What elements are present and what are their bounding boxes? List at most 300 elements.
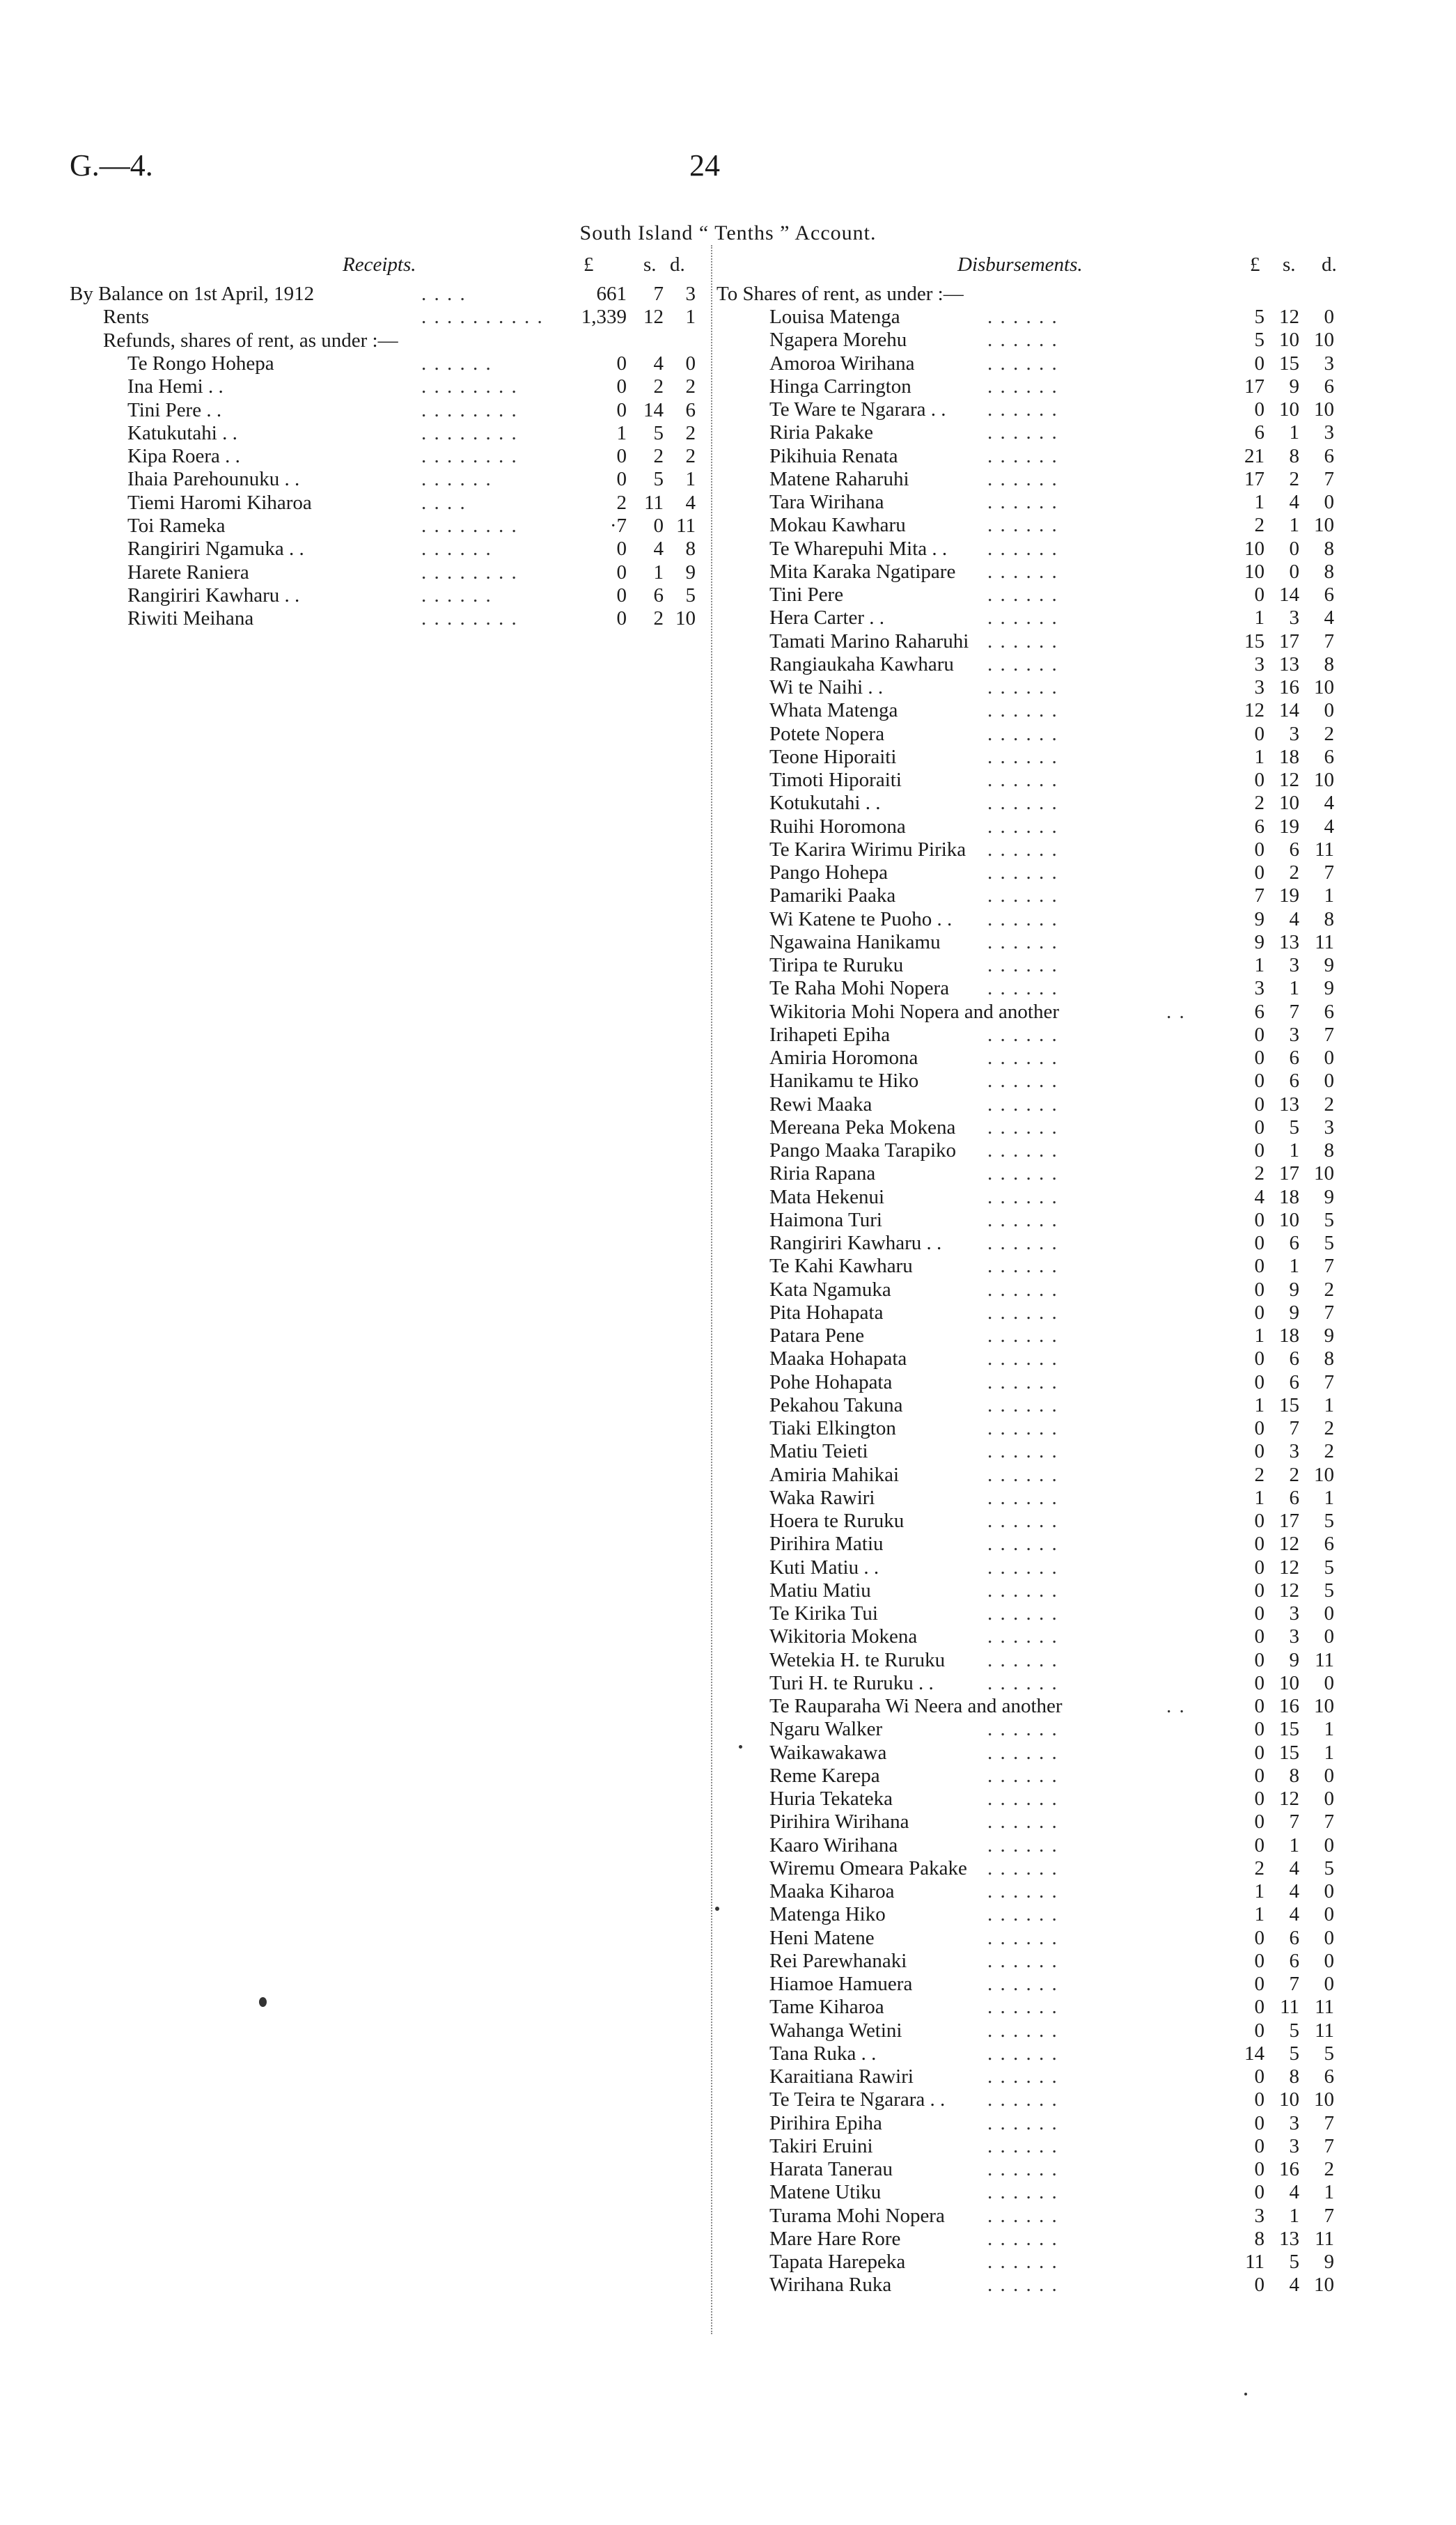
disbursement-label: Wirihana Ruka xyxy=(769,2274,892,2297)
disbursement-pence: 7 xyxy=(1324,2111,1334,2134)
receipt-label: Tini Pere . . xyxy=(127,398,222,421)
disbursement-label: Waka Rawiri xyxy=(769,1486,875,1509)
receipt-shillings: 2 xyxy=(653,445,664,468)
disbursement-leader-dots: . . . . . . xyxy=(987,1811,1058,1834)
receipt-pence: 8 xyxy=(685,538,696,561)
disbursement-pounds: 15 xyxy=(1244,630,1265,652)
disbursement-pounds: 0 xyxy=(1254,1510,1265,1532)
disbursement-pounds: 9 xyxy=(1254,930,1265,953)
disbursement-label: Potete Nopera xyxy=(769,722,885,745)
disbursement-shillings: 6 xyxy=(1289,1949,1299,1972)
disbursement-pounds: 0 xyxy=(1254,398,1265,421)
disbursement-leader-dots: . . . . . . xyxy=(987,1440,1058,1463)
disbursement-shillings: 3 xyxy=(1289,607,1299,630)
disbursement-pence: 5 xyxy=(1324,1856,1334,1879)
receipt-shillings: 0 xyxy=(653,515,664,537)
disbursement-leader-dots: . . . . . . xyxy=(987,699,1058,722)
disbursement-label: Matiu Teieti xyxy=(769,1440,868,1463)
disbursement-row xyxy=(0,584,1393,607)
ink-speck xyxy=(1244,2393,1247,2395)
receipt-pounds: 0 xyxy=(616,607,627,630)
disbursement-pounds: 0 xyxy=(1254,1579,1265,1602)
disbursement-row xyxy=(0,1440,1393,1463)
disbursement-leader-dots: . . . . . . xyxy=(987,1324,1058,1347)
disbursement-row xyxy=(0,1811,1393,1834)
disbursement-row xyxy=(0,329,1393,352)
disbursement-row xyxy=(0,1602,1393,1625)
disbursement-row xyxy=(0,884,1393,907)
disbursement-shillings: 2 xyxy=(1289,1463,1299,1486)
disbursement-row xyxy=(0,445,1393,468)
disbursement-pence: 8 xyxy=(1324,537,1334,560)
disbursement-pence: 0 xyxy=(1324,1903,1334,1926)
disbursement-label: Maaka Kiharoa xyxy=(769,1880,895,1902)
disbursement-shillings: 3 xyxy=(1289,2111,1299,2134)
disbursement-label: Te Raha Mohi Nopera xyxy=(769,977,950,1000)
disbursement-shillings: 1 xyxy=(1289,1255,1299,1278)
receipt-label: Ina Hemi . . xyxy=(127,375,224,398)
disbursement-row xyxy=(0,1625,1393,1648)
disbursement-pence: 2 xyxy=(1324,1278,1334,1301)
disbursement-leader-dots: . . . . . . xyxy=(987,884,1058,907)
receipt-pounds: 661 xyxy=(596,283,627,305)
disbursement-pence: 0 xyxy=(1324,1671,1334,1694)
disbursement-row xyxy=(0,1718,1393,1741)
disbursement-pence: 11 xyxy=(1315,1996,1334,2019)
disbursement-pence: 7 xyxy=(1324,2204,1334,2227)
disbursement-shillings: 10 xyxy=(1279,792,1299,815)
disbursement-pounds: 0 xyxy=(1254,1255,1265,1278)
disbursement-label: Mata Hekenui xyxy=(769,1185,885,1208)
disbursement-label: Amiria Horomona xyxy=(769,1047,918,1069)
disbursement-shillings: 7 xyxy=(1289,1417,1299,1439)
disbursement-row xyxy=(0,769,1393,792)
disbursement-row xyxy=(0,1834,1393,1857)
disbursement-pence: 6 xyxy=(1324,1000,1334,1023)
disbursement-leader-dots: . . . . . . xyxy=(987,1185,1058,1208)
disbursement-row xyxy=(0,468,1393,491)
disbursement-pence: 8 xyxy=(1324,907,1334,930)
disbursement-label: Pirihira Matiu xyxy=(769,1533,884,1556)
disbursement-shillings: 8 xyxy=(1289,444,1299,467)
disbursement-pounds: 0 xyxy=(1254,2158,1265,2180)
disbursement-row xyxy=(0,699,1393,722)
disbursement-row xyxy=(0,1487,1393,1510)
disbursement-label: Riria Pakake xyxy=(769,421,873,444)
disbursement-row xyxy=(0,2158,1393,2181)
disbursement-pence: 2 xyxy=(1324,1417,1334,1439)
disbursement-leader-dots: . . . . . . xyxy=(987,630,1058,652)
disbursement-pounds: 0 xyxy=(1254,2134,1265,2157)
disbursement-label: Tara Wirihana xyxy=(769,491,884,513)
disbursement-pounds: 3 xyxy=(1254,652,1265,675)
disbursement-row xyxy=(0,1162,1393,1185)
disbursement-pounds: 4 xyxy=(1254,1185,1265,1208)
disbursement-pounds: 0 xyxy=(1254,2111,1265,2134)
disbursement-leader-dots: . . . . . . xyxy=(987,1579,1058,1602)
disbursement-shillings: 12 xyxy=(1279,1533,1299,1556)
disbursement-leader-dots: . . . . . . xyxy=(987,306,1058,328)
disbursement-row xyxy=(0,1417,1393,1440)
receipt-pence: 3 xyxy=(685,283,696,305)
disbursements-shillings-header: s. xyxy=(1283,253,1296,276)
receipt-pounds: 0 xyxy=(616,445,627,468)
disbursement-label: Kaaro Wirihana xyxy=(769,1834,898,1856)
disbursement-row xyxy=(0,1857,1393,1880)
page-reference: G.—4. xyxy=(70,148,153,182)
disbursement-pounds: 0 xyxy=(1254,1625,1265,1648)
disbursement-row xyxy=(0,1950,1393,1973)
receipt-label: Te Rongo Hohepa xyxy=(127,352,274,375)
disbursement-row xyxy=(0,491,1393,514)
disbursement-pence: 10 xyxy=(1314,1162,1334,1185)
disbursement-leader-dots: . . . . . . xyxy=(987,1370,1058,1393)
disbursement-row xyxy=(0,838,1393,861)
disbursement-row xyxy=(0,2205,1393,2228)
disbursement-leader-dots: . . . . . . xyxy=(987,1973,1058,1995)
disbursement-pounds: 0 xyxy=(1254,352,1265,375)
disbursement-row xyxy=(0,375,1393,398)
disbursement-shillings: 0 xyxy=(1289,537,1299,560)
disbursement-row xyxy=(0,1093,1393,1116)
disbursement-leader-dots: . . . . . . xyxy=(987,2181,1058,2204)
receipt-leader-dots: . . . . xyxy=(421,491,467,514)
receipts-heading: Receipts. xyxy=(343,253,416,276)
receipt-pence: 2 xyxy=(685,445,696,468)
disbursement-pence: 7 xyxy=(1324,630,1334,652)
disbursement-pence: 6 xyxy=(1324,745,1334,768)
disbursement-row xyxy=(0,1579,1393,1602)
disbursement-shillings: 16 xyxy=(1279,676,1299,698)
disbursement-label: Mare Hare Rore xyxy=(769,2227,901,2250)
disbursement-shillings: 12 xyxy=(1279,1788,1299,1810)
disbursement-pence: 10 xyxy=(1314,329,1334,352)
disbursement-shillings: 5 xyxy=(1289,1116,1299,1139)
page-number: 24 xyxy=(689,148,720,182)
disbursement-shillings: 2 xyxy=(1289,861,1299,884)
disbursement-row xyxy=(0,2112,1393,2135)
disbursement-row xyxy=(0,977,1393,1000)
disbursement-leader-dots: . . . . . . xyxy=(987,1510,1058,1532)
disbursements-pence-header: d. xyxy=(1322,253,1337,276)
receipt-leader-dots: . . . . . . . . xyxy=(421,375,518,398)
disbursement-pence: 3 xyxy=(1324,1116,1334,1139)
disbursement-shillings: 12 xyxy=(1279,1556,1299,1579)
disbursement-label: Rewi Maaka xyxy=(769,1093,872,1116)
disbursement-pence: 0 xyxy=(1324,699,1334,722)
disbursement-pence: 10 xyxy=(1314,676,1334,698)
disbursement-label: Timoti Hiporaiti xyxy=(769,769,902,791)
disbursement-row xyxy=(0,1255,1393,1278)
ink-speck xyxy=(739,1745,742,1749)
disbursement-row xyxy=(0,1186,1393,1209)
receipt-pounds: 0 xyxy=(616,538,627,561)
disbursement-label: Wi te Naihi . . xyxy=(769,676,884,698)
disbursement-label: Teone Hiporaiti xyxy=(769,745,897,768)
disbursement-label: Hanikamu te Hiko xyxy=(769,1070,919,1093)
disbursement-pounds: 0 xyxy=(1254,1764,1265,1787)
receipt-label: Tiemi Haromi Kiharoa xyxy=(127,491,312,514)
disbursement-leader-dots: . . . . . . xyxy=(987,1162,1058,1185)
disbursement-leader-dots: . . . . . . xyxy=(987,2204,1058,2227)
disbursement-pence: 1 xyxy=(1324,1741,1334,1764)
disbursement-row xyxy=(0,1672,1393,1695)
receipts-pence-header: d. xyxy=(670,253,685,276)
disbursement-row xyxy=(0,1464,1393,1487)
disbursement-pounds: 0 xyxy=(1254,1440,1265,1463)
disbursement-leader-dots: . . . . . . xyxy=(987,1023,1058,1046)
receipt-row xyxy=(0,283,707,306)
disbursement-shillings: 7 xyxy=(1289,1811,1299,1834)
disbursement-pence: 11 xyxy=(1315,838,1334,861)
disbursement-shillings: 11 xyxy=(1280,1996,1299,2019)
disbursement-pence: 6 xyxy=(1324,375,1334,398)
disbursement-leader-dots: . . . . . . xyxy=(987,1533,1058,1556)
disbursement-pence: 10 xyxy=(1314,514,1334,537)
disbursement-pence: 9 xyxy=(1324,2251,1334,2273)
disbursement-shillings: 12 xyxy=(1279,1579,1299,1602)
disbursement-pounds: 0 xyxy=(1254,1741,1265,1764)
disbursement-leader-dots: . . . . . . xyxy=(987,1949,1058,1972)
disbursement-pounds: 3 xyxy=(1254,676,1265,698)
disbursement-leader-dots: . . . . . . xyxy=(987,861,1058,884)
disbursement-shillings: 14 xyxy=(1279,584,1299,606)
disbursement-shillings: 15 xyxy=(1279,1393,1299,1416)
disbursement-row xyxy=(0,2228,1393,2251)
receipt-label: Katukutahi . . xyxy=(127,421,237,444)
disbursement-pence: 5 xyxy=(1324,1232,1334,1254)
disbursement-label: Wi Katene te Puoho . . xyxy=(769,907,953,930)
ink-speck xyxy=(259,1997,267,2007)
disbursement-leader-dots: . . . . . . xyxy=(987,491,1058,513)
disbursement-row xyxy=(0,1788,1393,1811)
disbursement-pence: 10 xyxy=(1314,769,1334,791)
disbursement-shillings: 1 xyxy=(1289,421,1299,444)
disbursement-shillings: 5 xyxy=(1289,2019,1299,2042)
disbursement-leader-dots: . . . . . . xyxy=(987,467,1058,490)
disbursement-label: Irihapeti Epiha xyxy=(769,1023,891,1046)
disbursement-row xyxy=(0,861,1393,884)
disbursement-pence: 1 xyxy=(1324,1718,1334,1741)
disbursement-label: Ngawaina Hanikamu xyxy=(769,930,941,953)
disbursement-pence: 7 xyxy=(1324,1370,1334,1393)
disbursement-shillings: 15 xyxy=(1279,1718,1299,1741)
disbursement-row xyxy=(0,2019,1393,2042)
disbursement-label: Waikawakawa xyxy=(769,1741,887,1764)
disbursement-pence: 10 xyxy=(1314,398,1334,421)
disbursement-pounds: 14 xyxy=(1244,2042,1265,2065)
disbursement-leader-dots: . . . . . . xyxy=(987,1996,1058,2019)
disbursement-leader-dots: . . . . . . xyxy=(987,1556,1058,1579)
disbursement-pounds: 2 xyxy=(1254,1856,1265,1879)
disbursement-pounds: 10 xyxy=(1244,560,1265,583)
disbursement-row xyxy=(0,1649,1393,1672)
disbursement-pounds: 21 xyxy=(1244,444,1265,467)
receipt-pence: 5 xyxy=(685,584,696,607)
disbursement-row xyxy=(0,421,1393,444)
disbursement-shillings: 13 xyxy=(1279,1093,1299,1116)
disbursement-shillings: 6 xyxy=(1289,1232,1299,1254)
disbursement-shillings: 6 xyxy=(1289,1047,1299,1069)
receipt-pence: 2 xyxy=(685,421,696,444)
receipt-shillings: 14 xyxy=(643,398,664,421)
disbursement-pounds: 1 xyxy=(1254,1880,1265,1902)
disbursement-leader-dots: . . . . . . xyxy=(987,930,1058,953)
disbursement-row xyxy=(0,514,1393,537)
disbursement-pence: 7 xyxy=(1324,1811,1334,1834)
receipt-pounds: 1,339 xyxy=(581,306,627,329)
disbursement-shillings: 8 xyxy=(1289,1764,1299,1787)
disbursement-shillings: 6 xyxy=(1289,1926,1299,1949)
disbursement-pounds: 0 xyxy=(1254,1139,1265,1162)
disbursement-pence: 10 xyxy=(1314,1695,1334,1717)
disbursement-row xyxy=(0,306,1393,329)
disbursement-shillings: 3 xyxy=(1289,1625,1299,1648)
receipt-leader-dots: . . . . . . . . xyxy=(421,515,518,537)
disbursement-pounds: 0 xyxy=(1254,1116,1265,1139)
disbursement-leader-dots: . . . . . . xyxy=(987,1788,1058,1810)
disbursement-pence: 9 xyxy=(1324,977,1334,1000)
disbursement-pounds: 0 xyxy=(1254,1370,1265,1393)
disbursement-label: Pekahou Takuna xyxy=(769,1393,903,1416)
disbursement-shillings: 3 xyxy=(1289,2134,1299,2157)
disbursement-shillings: 19 xyxy=(1279,815,1299,838)
disbursement-leader-dots: . . . . . . xyxy=(987,907,1058,930)
disbursement-shillings: 6 xyxy=(1289,1486,1299,1509)
disbursement-label: Haimona Turi xyxy=(769,1208,882,1231)
disbursement-leader-dots: . . . . . . xyxy=(987,2158,1058,2180)
receipt-pounds: ·7 xyxy=(609,515,627,537)
disbursement-row xyxy=(0,2088,1393,2111)
disbursement-leader-dots: . . . . . . xyxy=(987,1648,1058,1671)
disbursement-pence: 0 xyxy=(1324,1949,1334,1972)
disbursement-pence: 11 xyxy=(1315,2227,1334,2250)
disbursement-pounds: 3 xyxy=(1254,977,1265,1000)
disbursement-label: Te Karira Wirimu Pirika xyxy=(769,838,966,861)
disbursement-pence: 5 xyxy=(1324,1556,1334,1579)
disbursement-leader-dots: . . . . . . xyxy=(987,792,1058,815)
disbursement-label: Te Kirika Tui xyxy=(769,1602,878,1625)
disbursement-leader-dots: . . . . . . xyxy=(987,1278,1058,1301)
receipt-shillings: 4 xyxy=(653,538,664,561)
disbursements-intro: To Shares of rent, as under :— xyxy=(717,283,964,305)
disbursement-shillings: 4 xyxy=(1289,1903,1299,1926)
disbursement-pence: 6 xyxy=(1324,1533,1334,1556)
disbursement-pence: 0 xyxy=(1324,1880,1334,1902)
disbursement-pence: 0 xyxy=(1324,1602,1334,1625)
disbursement-pounds: 0 xyxy=(1254,1417,1265,1439)
disbursement-label: Ngaru Walker xyxy=(769,1718,883,1741)
receipt-shillings: 1 xyxy=(653,561,664,584)
receipt-pence: 10 xyxy=(675,607,696,630)
disbursement-pounds: 0 xyxy=(1254,1047,1265,1069)
disbursement-pounds: 0 xyxy=(1254,1718,1265,1741)
disbursement-row xyxy=(0,1232,1393,1255)
disbursement-label: Tini Pere xyxy=(769,584,844,606)
disbursement-leader-dots: . . . . . . xyxy=(987,954,1058,976)
disbursement-row xyxy=(0,1533,1393,1556)
disbursement-pence: 8 xyxy=(1324,1347,1334,1370)
receipt-pence: 6 xyxy=(685,398,696,421)
disbursement-pounds: 0 xyxy=(1254,1533,1265,1556)
disbursement-pence: 1 xyxy=(1324,1393,1334,1416)
disbursement-row xyxy=(0,607,1393,630)
disbursement-row xyxy=(0,746,1393,769)
disbursement-shillings: 18 xyxy=(1279,1324,1299,1347)
disbursements-pounds-header: £ xyxy=(1250,253,1260,276)
disbursement-pence: 2 xyxy=(1324,722,1334,745)
disbursement-shillings: 0 xyxy=(1289,560,1299,583)
disbursement-shillings: 16 xyxy=(1279,2158,1299,2180)
disbursement-pounds: 6 xyxy=(1254,1000,1265,1023)
disbursement-leader-dots: . . . . . . xyxy=(987,1208,1058,1231)
disbursement-leader-dots: . . . . . . xyxy=(987,2227,1058,2250)
disbursement-row xyxy=(0,1070,1393,1093)
disbursement-shillings: 3 xyxy=(1289,722,1299,745)
disbursement-leader-dots: . . . . . . xyxy=(987,1093,1058,1116)
receipt-pence: 11 xyxy=(676,515,696,537)
disbursement-shillings: 3 xyxy=(1289,954,1299,976)
disbursement-pence: 2 xyxy=(1324,1093,1334,1116)
account-title: South Island “ Tenths ” Account. xyxy=(579,221,877,244)
disbursement-row xyxy=(0,908,1393,931)
disbursement-row xyxy=(0,398,1393,421)
disbursement-leader-dots: . . . . . . xyxy=(987,329,1058,352)
disbursement-pounds: 0 xyxy=(1254,1834,1265,1856)
disbursement-row xyxy=(0,630,1393,653)
disbursement-shillings: 2 xyxy=(1289,467,1299,490)
disbursement-pounds: 0 xyxy=(1254,1648,1265,1671)
disbursement-shillings: 10 xyxy=(1279,2088,1299,2111)
disbursement-leader-dots: . . . . . . xyxy=(987,977,1058,1000)
disbursement-label: Rangiaukaha Kawharu xyxy=(769,652,954,675)
disbursement-shillings: 4 xyxy=(1289,1856,1299,1879)
disbursement-shillings: 10 xyxy=(1279,398,1299,421)
disbursement-shillings: 18 xyxy=(1279,745,1299,768)
disbursement-row xyxy=(0,561,1393,584)
disbursement-shillings: 19 xyxy=(1279,884,1299,907)
disbursement-label: Reme Karepa xyxy=(769,1764,880,1787)
disbursement-pounds: 1 xyxy=(1254,607,1265,630)
disbursement-row xyxy=(0,954,1393,977)
ink-speck xyxy=(715,1907,719,1911)
disbursement-row xyxy=(0,538,1393,561)
disbursement-pence: 8 xyxy=(1324,1139,1334,1162)
disbursement-leader-dots: . . . . . . xyxy=(987,421,1058,444)
disbursement-shillings: 5 xyxy=(1289,2042,1299,2065)
receipt-label: Riwiti Meihana xyxy=(127,607,254,630)
receipt-leader-dots: . . . . . . xyxy=(421,538,492,561)
disbursement-shillings: 1 xyxy=(1289,514,1299,537)
disbursement-shillings: 6 xyxy=(1289,1370,1299,1393)
disbursement-shillings: 9 xyxy=(1289,1278,1299,1301)
disbursement-shillings: 4 xyxy=(1289,1880,1299,1902)
disbursement-pounds: 11 xyxy=(1245,2251,1265,2273)
disbursement-pounds: 0 xyxy=(1254,1788,1265,1810)
disbursement-pence: 3 xyxy=(1324,421,1334,444)
disbursement-leader-dots: . . . . . . xyxy=(987,2251,1058,2273)
disbursement-pence: 10 xyxy=(1314,2088,1334,2111)
disbursement-label: Turama Mohi Nopera xyxy=(769,2204,945,2227)
disbursement-pence: 2 xyxy=(1324,2158,1334,2180)
disbursement-pence: 8 xyxy=(1324,560,1334,583)
disbursement-label: Matenga Hiko xyxy=(769,1903,886,1926)
disbursement-row xyxy=(0,2274,1393,2297)
receipt-pounds: 0 xyxy=(616,584,627,607)
disbursement-leader-dots: . . . . . . xyxy=(987,1625,1058,1648)
disbursement-leader-dots: . . . . . . xyxy=(987,560,1058,583)
disbursement-pounds: 0 xyxy=(1254,2088,1265,2111)
